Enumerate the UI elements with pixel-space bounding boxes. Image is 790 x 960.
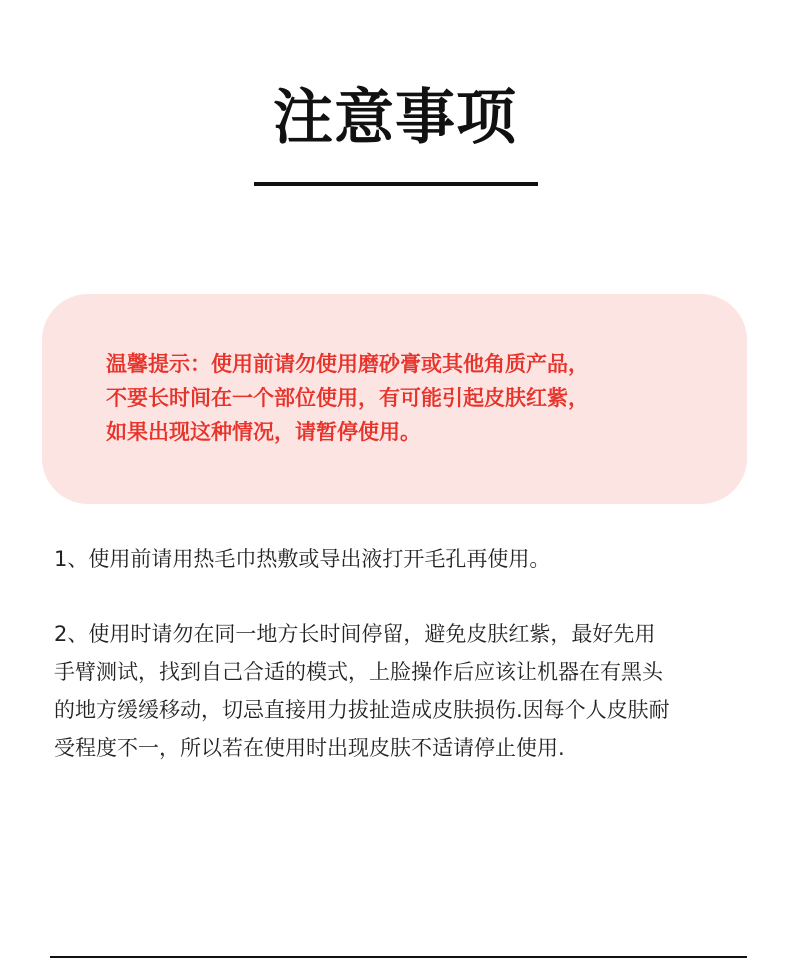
warm-tip-text xyxy=(106,347,746,449)
usage-note-2-line-4: 受程度不一，所以若在使用时出现皮肤不适请停止使用. xyxy=(54,736,565,760)
title-underline xyxy=(254,182,538,186)
warm-tip-line-3: 如果出现这种情况，请暂停使用。 xyxy=(106,420,421,444)
warm-tip-line-2: 不要长时间在一个部位使用，有可能引起皮肤红紫， xyxy=(106,386,589,410)
warm-tip-line-1: 温馨提示：使用前请勿使用磨砂膏或其他角质产品， xyxy=(106,352,589,376)
usage-note-2-line-1: 2、使用时请勿在同一地方长时间停留，避免皮肤红紫，最好先用 xyxy=(54,622,656,646)
usage-note-1: 1、使用前请用热毛巾热敷或导出液打开毛孔再使用。 xyxy=(54,547,551,571)
usage-note-2-line-3: 的地方缓缓移动，切忌直接用力拔扯造成皮肤损伤.因每个人皮肤耐 xyxy=(54,698,670,722)
bottom-divider xyxy=(50,956,747,958)
usage-note-2 xyxy=(54,615,670,767)
page-title: 注意事项 xyxy=(273,83,517,153)
usage-note-2-line-2: 手臂测试，找到自己合适的模式，上脸操作后应该让机器在有黑头 xyxy=(54,660,663,684)
